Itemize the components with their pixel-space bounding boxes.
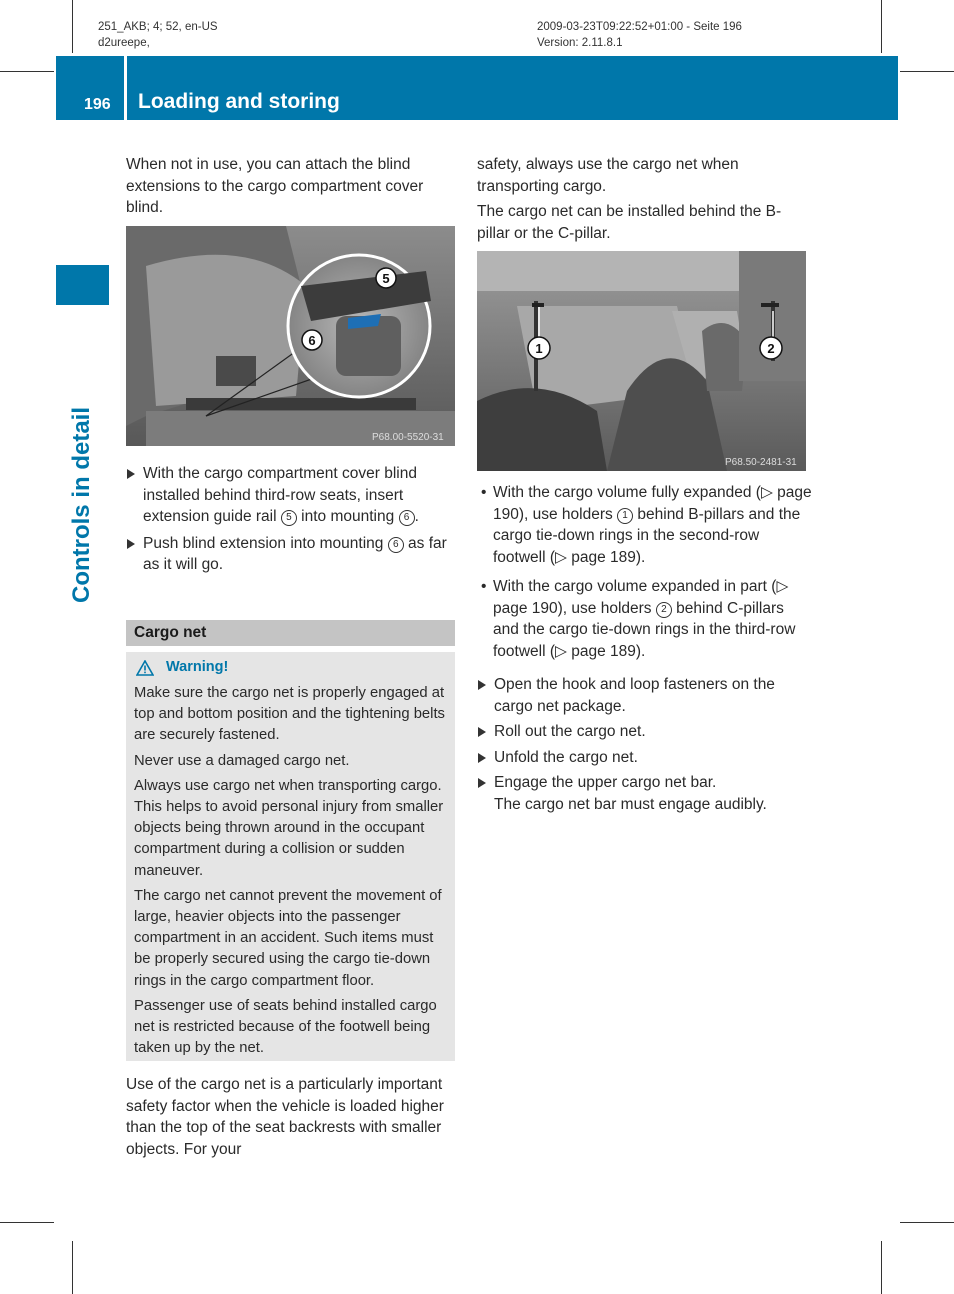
step-text: Engage the upper cargo net bar.: [494, 774, 717, 791]
warning-paragraph: Passenger use of seats behind installed cargo net is restricted because of the footwell being taken up by the net.: [134, 997, 437, 1057]
crop-mark: [900, 1222, 954, 1223]
step-item: [477, 747, 812, 769]
section-title: Loading and storing: [138, 90, 340, 113]
bullet-text: With the cargo volume expanded in part (▷ page 190), use holders: [493, 578, 789, 617]
step-text: as far as it will go.: [143, 534, 447, 573]
left-intro: [126, 154, 458, 223]
meta-line: 251_AKB; 4; 52, en-US: [98, 21, 218, 33]
step-text: Unfold the cargo net.: [494, 748, 638, 766]
step-item: [126, 533, 455, 576]
warning-box: [126, 652, 455, 1061]
arrow-icon: [127, 469, 135, 479]
side-tab-label: Controls in detail: [68, 406, 95, 604]
cargo-net-photo: [477, 251, 806, 471]
header-divider: [124, 56, 127, 120]
page-number: 196: [84, 96, 111, 113]
callout-ref-1: 1: [617, 508, 633, 524]
callout-ref-2: 2: [656, 602, 672, 618]
step-text: Open the hook and loop fasteners on the cargo net package.: [494, 676, 775, 715]
step-text: .: [414, 508, 419, 525]
warning-paragraph: Never use a damaged cargo net.: [134, 752, 350, 769]
step-text: Push blind extension into mounting: [143, 534, 388, 552]
callout-ref-5: 5: [281, 510, 297, 526]
callout-2: 2: [767, 341, 775, 356]
warning-body: [134, 683, 450, 1063]
step-item: [477, 772, 812, 815]
cover-blind-photo: [126, 226, 455, 446]
step-text: With the cargo compartment cover blind installed behind third-row seats, insert extension guide rail: [143, 465, 417, 525]
arrow-icon: [478, 778, 486, 788]
bullet-dot-icon: •: [481, 484, 487, 501]
step-item: [126, 463, 455, 528]
crop-mark: [0, 71, 54, 72]
warning-paragraph: The cargo net cannot prevent the movement of large, heavier objects into the passenger compartment in an accident. Such items must be properly secured using the cargo tie-down rings in the cargo compartment floor.: [134, 887, 442, 989]
print-meta-left: [98, 19, 218, 51]
right-steps: [477, 674, 812, 815]
callout-5: 5: [382, 271, 390, 286]
meta-line: 2009-03-23T09:22:52+01:00 - Seite 196: [537, 21, 742, 33]
bullet-item: [477, 576, 812, 662]
side-tab-marker: [56, 265, 109, 305]
meta-line: Version: 2.11.8.1: [537, 37, 623, 49]
left-closing: [126, 1074, 458, 1164]
step-result-note: The cargo net bar must engage audibly.: [494, 795, 767, 813]
cargo-net-heading: Cargo net: [134, 624, 207, 641]
crop-mark: [72, 1241, 73, 1294]
crop-mark: [881, 1241, 882, 1294]
bullet-text: behind B-pillars and the cargo tie-down rings in the second-row footwell (▷ page 189).: [493, 505, 801, 566]
install-note: The cargo net can be installed behind the B-pillar or the C-pillar.: [477, 203, 782, 242]
right-bullets: [477, 482, 812, 670]
bullet-text: With the cargo volume fully expanded (▷ page 190), use holders: [493, 484, 812, 523]
arrow-icon: [478, 753, 486, 763]
continued-paragraph: safety, always use the cargo net when transporting cargo.: [477, 156, 739, 195]
callout-6: 6: [308, 333, 316, 348]
right-intro: [477, 154, 812, 248]
intro-paragraph: When not in use, you can attach the blind extensions to the cargo compartment cover blind.: [126, 156, 424, 216]
cargo-net-heading-bar: [126, 620, 455, 646]
step-text: Roll out the cargo net.: [494, 723, 646, 740]
closing-paragraph: Use of the cargo net is a particularly important safety factor when the vehicle is loaded higher than the top of the seat backrests with smaller objects. For your: [126, 1076, 444, 1158]
step-text: into mounting: [296, 508, 399, 525]
callout-ref-6: 6: [388, 537, 404, 553]
warning-title: Warning!: [166, 659, 229, 675]
warning-triangle-icon: [136, 660, 154, 676]
warning-paragraph: Make sure the cargo net is properly engaged at top and bottom position and the tightening belts are securely fastened.: [134, 685, 445, 744]
crop-mark: [881, 0, 882, 53]
bullet-text: behind C-pillars and the cargo tie-down rings in the third-row footwell (▷ page 189).: [493, 599, 796, 660]
crop-mark: [900, 71, 954, 72]
arrow-icon: [478, 727, 486, 737]
arrow-icon: [478, 680, 486, 690]
photo-code-text: P68.50-2481-31: [725, 457, 797, 468]
callout-1: 1: [535, 341, 543, 356]
step-item: [477, 721, 812, 743]
callout-ref-6: 6: [399, 510, 415, 526]
print-meta-right: [537, 19, 742, 51]
step-item: [477, 674, 812, 717]
bullet-item: [477, 482, 812, 568]
left-steps: [126, 463, 455, 581]
crop-mark: [72, 0, 73, 53]
warning-paragraph: Always use cargo net when transporting cargo. This helps to avoid personal injury from smaller objects being thrown around in the occupant compartment during a collision or sudden maneuver.: [134, 777, 444, 879]
meta-line: d2ureepe,: [98, 37, 150, 49]
arrow-icon: [127, 539, 135, 549]
bullet-dot-icon: •: [481, 578, 487, 595]
photo-code-text: P68.00-5520-31: [372, 432, 444, 443]
crop-mark: [0, 1222, 54, 1223]
